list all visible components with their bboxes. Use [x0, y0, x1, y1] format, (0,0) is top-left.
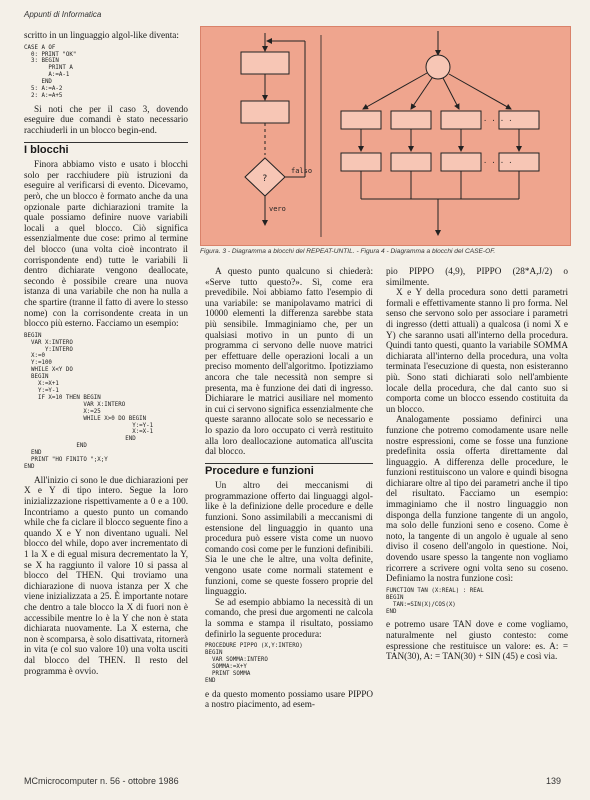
column-2 [205, 266, 373, 710]
dots-row1: · · · · [483, 117, 513, 125]
paragraph: Se ad esempio abbiamo la necessità di un comando, che presi due argomenti ne calcola la somma e stampa il risultato, possiamo definirlo la seguente procedura: [205, 596, 373, 639]
paragraph: Un altro dei meccanismi di programmazione offerto dai linguaggi algol-like è la definizione delle procedure e delle funzioni. Sono assimilabili a meccanismi di estensione del linguaggio in quanto una procedura può essere vista come un nuovo comando così come per le funzioni definibili. Sia le une che le altre, una volta definite, vengono usate come normali statement e funzioni, come se queste fossero proprie del linguaggio. [205, 480, 373, 597]
case-of-diagram [341, 31, 539, 235]
case-box [441, 111, 481, 129]
figure-block-diagrams [200, 26, 571, 246]
label-vero: vero [269, 205, 286, 213]
paragraph: Si noti che per il caso 3, dovendo eseguire due comandi è stato necessario racchiuderli in un blocco begin-end. [24, 103, 188, 136]
repeat-until-diagram [241, 33, 305, 225]
paragraph: Finora abbiamo visto e usato i blocchi solo per racchiudere più istruzioni da eseguire al verificarsi di evento. Dicevamo, però, che un blocco è formato anche da una opzionale parte dichiarazioni tramite la quale possiamo definire nuove variabili locali a quel blocco. Ciò significa essenzialmente due cose: primo al termine del blocco (una volta cioè incontrato il corrispondente end) tutte le variabili lì dentro dichiarate vengono deallocate, secondo è possibile creare una nuova istanza di una variabile che non ha nulla a che spartire (tranne il fatto di avere lo stesso nome) con la corrisondente creata in un blocco più esterno. Facciamo un esempio: [24, 159, 188, 329]
paragraph: scritto in un linguaggio algol-like diventa: [24, 30, 179, 40]
paragraph: X e Y della procedura sono detti parametri formali e effettivamente stanno lì pro forma. Nel senso che servono solo per associare i parametri di ingresso (detti attuali) a qualcosa (i nomi X e Y) che saranno usati all'interno della procedura. Quindi tanto questi, quanto la variabile SOMMA dichiarata all'interno della procedura, una volta terminata l'esecuzione di questa, non esisteranno più. Sono stati dichiarati solo nell'ambiente locale della procedura, che dal canto suo si comporta come un blocco essendo costituita da un blocco. [386, 287, 568, 414]
process-box [241, 101, 289, 123]
column-1 [24, 30, 188, 676]
paragraph: Analogamente possiamo definirci una funzione che potremo comodamente usare nelle nostre espressioni, come se fosse una funzione predefinita ossia offerta direttamente dal linguaggio. A differenza delle procedure, le funzioni restituiscono un valore e quindi bisogna dichiarare oltre al tipo dei parametri anche il tipo del risultato. Facciamo un esempio: immaginiamo che il nostro linguaggio non disponga della funzione tangente di un angolo, ma solo delle funzioni seno e coseno. Come è noto, la tangente di un angolo è uguale al seno diviso il coseno dell'angolo in questione. Noi, dovendo usare spesso la tangente non vogliamo ricorrere a scrivere ogni volta seno su coseno. Definiamo la nostra funzione così: [386, 414, 568, 584]
selector-node [426, 55, 450, 79]
case-box [391, 111, 431, 129]
footer-magazine: MCmicrocomputer n. 56 - ottobre 1986 [24, 776, 179, 786]
paragraph: pio PIPPO (4,9), PIPPO (28*A,J/2) o similmente. [386, 266, 568, 287]
dots-row2: · · · · [483, 159, 513, 167]
figure-caption: Figura. 3 - Diagramma a blocchi del REPEAT-UNTIL. - Figura 4 - Diagramma a blocchi del CASE-OF. [200, 248, 496, 255]
section-heading-procedure: Procedure e funzioni [205, 463, 373, 477]
section-heading-blocchi: I blocchi [24, 142, 188, 156]
svg-text:?: ? [262, 174, 268, 184]
code-listing-function: FUNCTION TAN (X:REAL) : REAL BEGIN TAN:=SIN(X)/COS(X) END [386, 587, 484, 615]
paragraph: e potremo usare TAN dove e come vogliamo, naturalmente nel giusto contesto: come espressione che restituisce un valore: es. A: = TAN(30), A: = TAN(30) + SIN (45) e così via. [386, 619, 568, 662]
case-box [341, 153, 381, 171]
column-3 [386, 266, 568, 662]
case-box [441, 153, 481, 171]
code-listing-procedure: PROCEDURE PIPPO (X,Y:INTERO) BEGIN VAR SOMMA:INTERO SOMMA:=X+Y PRINT SOMMA END [205, 643, 303, 684]
paragraph: All'inizio ci sono le due dichiarazioni per X e Y di tipo intero. Segue la loro inizializzazione rispettivamente a 0 e a 100. Incontriamo a questo punto un comando while che fa ciclare il blocco seguente fino a quando X e Y non diventano uguali. Nel blocco del while, dopo aver incrementato di 1 la X e di egual misura decrementato la Y, se X ha raggiunto il valore 10 si passa al blocco del THEN. Qui troviamo una dichiarazione di nuova istanza per X che viene inizializzata a 25. È importante notare che dentro a tale blocco la X di fuori non è accessibile mentre lo è la Y che non è stata dichiarata nuovamente. La X esterna, che non è scomparsa, è solo disattivata, ritornerà in vita (e col suo valore 10) una volta usciti dal blocco del THEN. Il resto del programma è ovvio. [24, 474, 188, 676]
diagram-svg [201, 27, 570, 245]
code-listing-case: CASE A OF 0: PRINT "OK" 3: BEGIN PRINT A A:=A-1 END 5: A:=A-2 2: A:=A+5 [24, 44, 77, 99]
page-number: 139 [546, 776, 562, 786]
process-box [241, 52, 289, 74]
code-listing-blocks: BEGIN VAR X:INTERO Y:INTERO X:=0 Y:=100 WHILE X<Y DO BEGIN X:=X+1 Y:=Y-1 IF X=10 THEN BEGIN VAR X:INTERO X:=25 WHILE X>0 DO BEGIN Y:=Y-1 X:=X-1 END END END PRINT "HO FINITO ";X;Y END [24, 332, 154, 470]
paragraph: e da questo momento possiamo usare PIPPO a nostro piacimento, ad esem- [205, 688, 373, 710]
case-box [341, 111, 381, 129]
paragraph: A questo punto qualcuno si chiederà: «Serve tutto questo?». Sì, come era prevedibile. Noi abbiamo fatto l'esempio di una variabile: se manipolavamo matrici di 10000 elementi la differenza sarebbe stata più sensibile. Immaginiamo che, per un qualsiasi motivo in un punto di un programma ci servono delle nuove matrici per effettuare delle operazioni locali a un preciso momento dell'algoritmo. Ipotizziamo ancora che tale necessità non sempre si presenta, ma è funzione dei dati di ingresso. Dichiarare le matrici ausiliare nel momento in cui ci servono significa essenzialmente che queste saranno allocate solo se necessario e lo spazio da loro occupato ci verrà restituito alla loro deallocazione automatica all'uscita dal blocco. [205, 266, 373, 457]
case-box [391, 153, 431, 171]
label-falso: falso [291, 167, 313, 175]
running-header: Appunti di Informatica [24, 10, 102, 19]
